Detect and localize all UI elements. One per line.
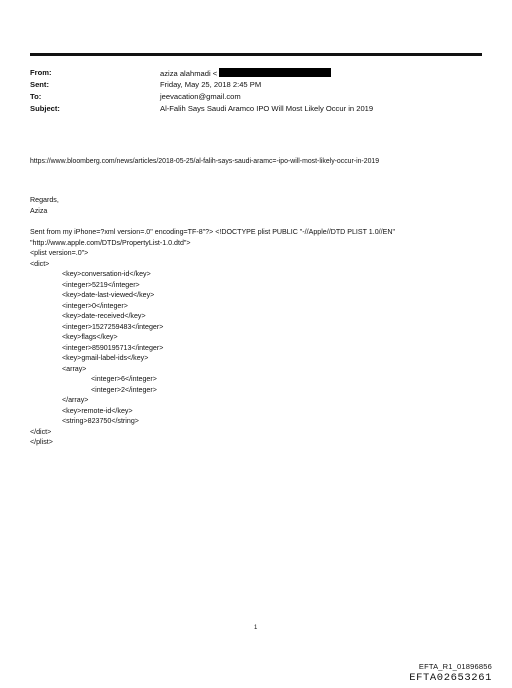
plist-line: <integer>8590195713</integer> bbox=[62, 343, 164, 352]
plist-line: <key>flags</key> bbox=[62, 333, 118, 341]
plist-close: </plist> bbox=[30, 438, 53, 446]
plist-header-line-1: Sent from my iPhone=?xml version=.0" encoding=TF-8"?> <!DOCTYPE plist PUBLIC "-//Apple//DTD PLIST 1.0//EN" bbox=[30, 228, 395, 236]
from-label: From: bbox=[30, 68, 52, 77]
to-label: To: bbox=[30, 92, 42, 101]
redaction-block bbox=[219, 68, 331, 77]
to-value: jeevacation@gmail.com bbox=[160, 92, 241, 101]
plist-open: <plist version=.0"> bbox=[30, 249, 89, 257]
plist-line: </array> bbox=[62, 396, 89, 404]
dict-close: </dict> bbox=[30, 427, 52, 436]
bates-number-2: EFTA02653261 bbox=[409, 672, 492, 684]
bates-number-1: EFTA_R1_01896856 bbox=[418, 662, 492, 671]
from-value bbox=[160, 68, 331, 79]
plist-line: <integer>5219</integer> bbox=[62, 280, 140, 289]
plist-line: <key>gmail-label-ids</key> bbox=[62, 354, 149, 362]
plist-line: <integer>1527259483</integer> bbox=[62, 322, 164, 331]
plist-line: <integer>0</integer> bbox=[62, 301, 128, 310]
plist-line: <array> bbox=[62, 364, 87, 373]
sent-label: Sent: bbox=[30, 80, 49, 89]
header-rule bbox=[30, 53, 482, 56]
plist-line: <key>conversation-id</key> bbox=[62, 270, 151, 278]
dict-open: <dict> bbox=[30, 259, 50, 268]
plist-line: <key>date-last-viewed</key> bbox=[62, 291, 155, 299]
subject-value: Al-Falih Says Saudi Aramco IPO Will Most Likely Occur in 2019 bbox=[160, 104, 374, 113]
greeting: Regards, bbox=[30, 196, 59, 204]
page-number: 1 bbox=[254, 625, 258, 631]
from-name: aziza alahmadi < bbox=[160, 69, 218, 78]
sent-value: Friday, May 25, 2018 2:45 PM bbox=[160, 80, 262, 89]
subject-label: Subject: bbox=[30, 104, 60, 113]
signature: Aziza bbox=[30, 206, 48, 215]
plist-array-line: <integer>2</integer> bbox=[91, 385, 157, 394]
plist-line: <string>823750</string> bbox=[62, 417, 139, 425]
plist-array-line: <integer>6</integer> bbox=[91, 375, 157, 383]
plist-line: <key>remote-id</key> bbox=[62, 406, 133, 415]
article-link[interactable]: https://www.bloomberg.com/news/articles/2018-05-25/al-falih-says-saudi-aramc=-ipo-will-most-likely-occur-in-2019 bbox=[30, 158, 380, 165]
plist-line: <key>date-received</key> bbox=[62, 312, 146, 320]
plist-header-line-2: "http://www.apple.com/DTDs/PropertyList-1.0.dtd"> bbox=[30, 238, 191, 247]
